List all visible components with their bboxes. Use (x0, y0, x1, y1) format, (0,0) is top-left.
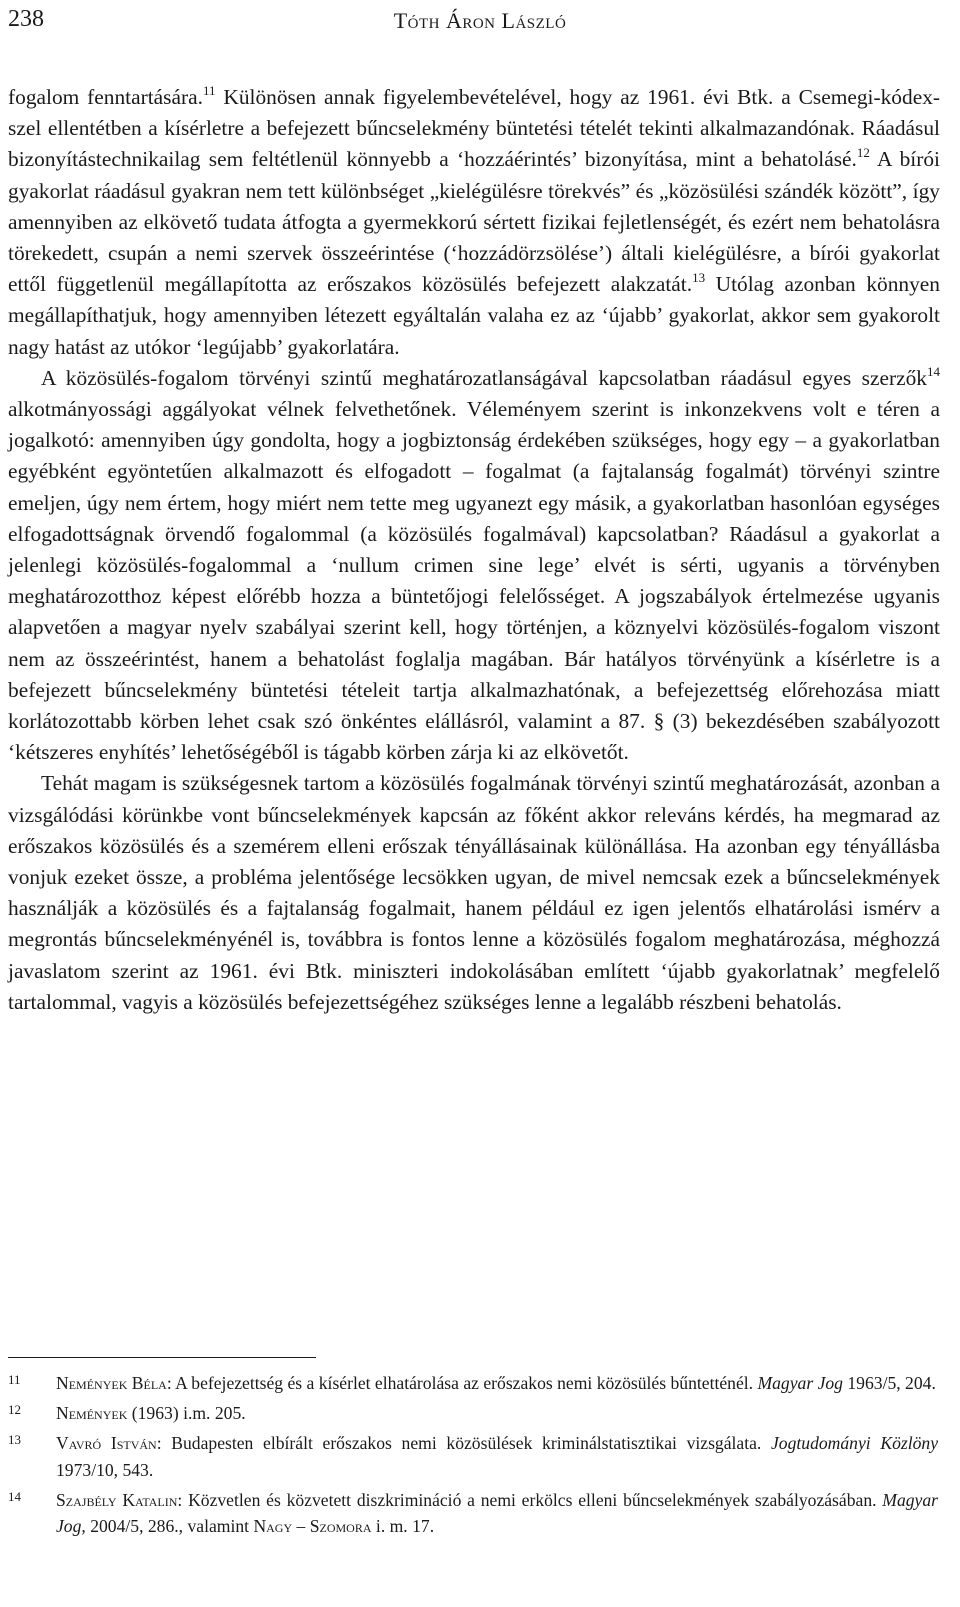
footnote-ref: 12 (856, 145, 870, 161)
text-run: alkotmányossági aggályokat vélnek felvethetőnek. Véleményem szerint is inkonzekvens volt e téren a jogalkotó: amennyiben úgy gondolta, hogy a jogbiztonság érdekében szükséges, hogy egy – a gyakorlatban egyébként egyöntetűen alkalmazott és elfogadott – fogalmat (a fajtalanság fogalmát) törvényi szintre emeljen, úgy nem értem, hogy miért nem tette meg ugyanezt egy másik, a gyakorlatban hasonlóan egységes elfogadottságnak örvendő fogalommal (a közösülés fogalmával) kapcsolatban? Ráadásul a gyakorlat a jelenlegi közösülés-fogalommal a ‘nullum crimen sine lege’ elvét is sérti, ugyanis a törvényben meghatározotthoz képest előrébb hozza a büntetőjogi felelősséget. A jogszabályok értelmezése ugyanis alapvetően a magyar nyelv szabályai szerint kell, hogy történjen, a köznyelvi közösülés-fogalom viszont nem az összeérintést, hanem a behatolást foglalja magában. Bár hatályos törvényünk a kísérletre is a befejezett bűncselekmény büntetési tételeit tartja alkalmazhatónak, a befejezettség előrehozása miatt korlátozottabb körben lehet csak szó önkéntes elállásról, valamint a 87. § (3) bekezdésében szabályozott ‘kétszeres enyhítés’ lehetőségéből is tágabb körben zárja ki az elkövetőt. (8, 397, 940, 765)
text-run: : Közvetlen és közvetett diszkrimináció a nemi erkölcs elleni bűncselekmények szabályozásában. (177, 1489, 883, 1510)
italic-text: Magyar Jog (757, 1373, 843, 1393)
text-run: fogalom fenntartására. (8, 85, 203, 109)
footnote (8, 1400, 938, 1426)
author-name: Nemények (56, 1403, 128, 1424)
running-title: Tóth Áron László (393, 8, 567, 33)
author-name: Szajbély Katalin (56, 1489, 178, 1510)
footnote (8, 1430, 938, 1482)
text-run: 2004/5, 286., valamint (85, 1516, 254, 1537)
italic-text: Magyar Jog, (56, 1489, 938, 1537)
footnote-ref: 11 (202, 83, 216, 98)
footnote (8, 1487, 938, 1539)
text-run: i. m. 17. (371, 1516, 435, 1537)
text-run: : Budapesten elbírált erőszakos nemi közösülések kriminálstatisztikai vizsgálata. (156, 1433, 771, 1454)
body-text (8, 82, 940, 1018)
author-name: Nagy – Szomora (253, 1516, 372, 1537)
footnote-number: 13 (8, 1432, 21, 1448)
footnote-number: 14 (8, 1488, 21, 1504)
footnote (8, 1370, 938, 1396)
page-number: 238 (8, 6, 44, 32)
paragraph (8, 82, 940, 363)
text-run: Különösen annak figyelembevételével, hogy az 1961. évi Btk. a Csemegi-kódex-szel ellentétben a kísérletre a befejezett bűncselekmény büntetési tételét tekinti alkalmazandónak. Ráadásul bizonyítástechnikailag sem feltétlenül könnyebb a ‘hozzáérintés’ bizonyítása, mint a behatolásé. (8, 85, 941, 172)
footnote-ref: 14 (927, 363, 940, 379)
author-name: Vavró István (56, 1433, 157, 1454)
footnote-rule (8, 1357, 316, 1358)
text-run: : A befejezettség és a kísérlet elhatárolása az erőszakos nemi közösülés bűntetténél. (166, 1373, 758, 1393)
text-run: Utólag azonban könnyen megállapíthatjuk, hogy amennyiben létezett egyáltalán valaha ez az ‘újabb’ gyakorlat, akkor sem gyakorolt nagy hatást az utókor ‘legújabb’ gyakorlatára. (8, 272, 940, 359)
paragraph (8, 363, 940, 769)
footnote-ref: 13 (692, 270, 706, 286)
footnote-number: 12 (8, 1402, 21, 1418)
text-run: 1963/5, 204. (842, 1373, 936, 1393)
text-run: A bírói gyakorlat ráadásul gyakran nem tett különbséget „kielégülésre törekvés” és „közösülési szándék között”, így amennyiben az elkövető tudata átfogta a gyermekkorú sértett fizikai fejletlenségét, és ezért nem behatolásra törekedett, csupán a nemi szervek összeérintése (‘hozzádörzsölése’) általi kielégülésre, a bírói gyakorlat ettől függetlenül megállapította az erőszakos közösülés befejezett alakzatát. (8, 147, 940, 297)
text-run: (1963) i.m. 205. (127, 1403, 246, 1424)
text-run: A közösülés-fogalom törvényi szintű meghatározatlanságával kapcsolatban ráadásul egyes szerzők (41, 365, 927, 390)
italic-text: Jogtudományi Közlöny (771, 1433, 939, 1454)
text-run: 1973/10, 543. (56, 1459, 154, 1480)
footnotes (8, 1370, 938, 1543)
page-header (0, 4, 960, 38)
paragraph (8, 768, 940, 1018)
author-name: Nemények Béla (56, 1373, 167, 1393)
text-run: Tehát magam is szükségesnek tartom a közösülés fogalmának törvényi szintű meghatározását, azonban a vizsgálódási körünkbe vont bűncselekmények kapcsán az főként akkor releváns kérdés, ha megmarad az erőszakos közösülés és a szemérem elleni erőszak tényállásainak különállása. Ha azonban egy tényállásba vonjuk ezeket össze, a probléma jelentősége lecsökken ugyan, de mivel nemcsak ezek a bűncselekmények használják a közösülés és a fajtalanság fogalmait, hanem például ez igen jelentős elhatárolási ismérv a megrontás bűncselekményénél is, továbbra is fontos lenne a közösülés fogalom meghatározása, méghozzá javaslatom szerint az 1961. évi Btk. miniszteri indokolásában említett ‘újabb gyakorlatnak’ megfelelő tartalommal, vagyis a közösülés befejezettségéhez szükséges lenne a legalább részbeni behatolás. (8, 771, 940, 1014)
footnote-number: 11 (8, 1372, 21, 1387)
